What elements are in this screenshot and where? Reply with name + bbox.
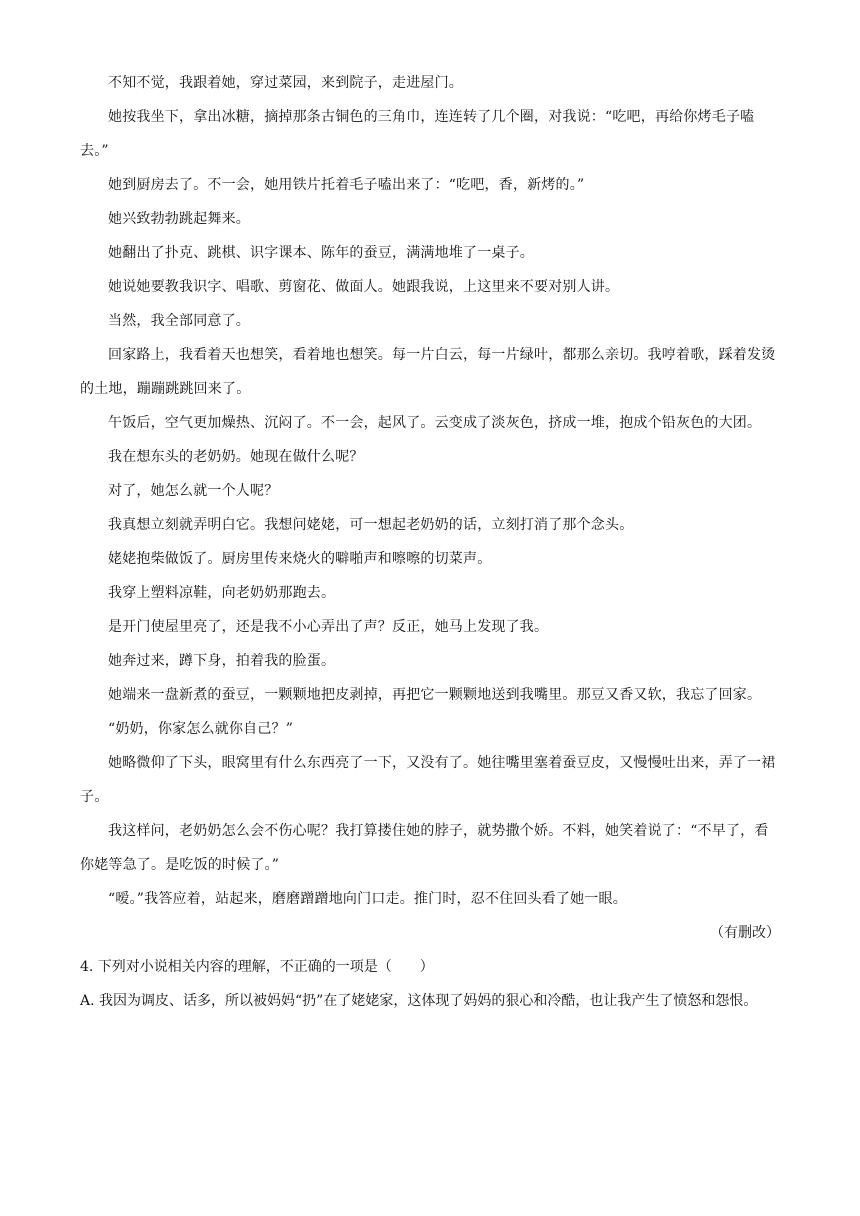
passage-paragraph-5: 她翻出了扑克、跳棋、识字课本、陈年的蚕豆，满满地堆了一桌子。 [108, 245, 534, 261]
passage-paragraph-10: 我在想东头的老奶奶。她现在做什么呢？ [108, 449, 364, 465]
passage-paragraph-19: 她略微仰了下头，眼窝里有什么东西亮了一下，又没有了。她往嘴里塞着蚕豆皮，又慢慢吐出来，弄了一裙子。 [80, 755, 776, 805]
passage-paragraph-8: 回家路上，我看着天也想笑，看着地也想笑。每一片白云，每一片绿叶，都那么亲切。我哼着歌，踩着发烫的土地，蹦蹦跳跳回来了。 [80, 347, 776, 397]
passage-paragraph-15: 是开门使屋里亮了，还是我不小心弄出了声？反正，她马上发现了我。 [108, 619, 549, 635]
passage-paragraph-21: “嗳。”我答应着，站起来，磨磨蹭蹭地向门口走。推门时，忍不住回头看了她一眼。 [108, 891, 627, 907]
passage-paragraph-3: 她到厨房去了。不一会，她用铁片托着毛子嗑出来了：“吃吧，香，新烤的。” [108, 177, 585, 193]
document-content [80, 66, 780, 1018]
passage-paragraph-13: 姥姥抱柴做饭了。厨房里传来烧火的噼啪声和嚓嚓的切菜声。 [108, 551, 492, 567]
question-stem: 4. 下列对小说相关内容的理解，不正确的一项是（ ） [80, 959, 434, 975]
passage-paragraph-18: “奶奶，你家怎么就你自己？” [108, 721, 294, 737]
source-note: （有删改） [710, 925, 780, 941]
question-option-a: A. 我因为调皮、话多，所以被妈妈“扔”在了姥姥家，这体现了妈妈的狠心和冷酷，也让我产生了愤怒和怨恨。 [80, 993, 758, 1009]
passage-paragraph-7: 当然，我全部同意了。 [108, 313, 250, 329]
passage-paragraph-17: 她端来一盘新煮的蚕豆，一颗颗地把皮剥掉，再把它一颗颗地送到我嘴里。那豆又香又软，我忘了回家。 [108, 687, 762, 703]
passage-paragraph-4: 她兴致勃勃跳起舞来。 [108, 211, 250, 227]
passage-paragraph-11: 对了，她怎么就一个人呢？ [108, 483, 279, 499]
passage-paragraph-9: 午饭后，空气更加燥热、沉闷了。不一会，起风了。云变成了淡灰色，挤成一堆，抱成个铅灰色的大团。 [108, 415, 762, 431]
passage-paragraph-1: 不知不觉，我跟着她，穿过菜园，来到院子，走进屋门。 [108, 75, 463, 91]
passage-paragraph-20: 我这样问，老奶奶怎么会不伤心呢？我打算搂住她的脖子，就势撒个娇。不料，她笑着说了：“不早了，看你姥等急了。是吃饭的时候了。” [80, 823, 769, 873]
passage-paragraph-14: 我穿上塑料凉鞋，向老奶奶那跑去。 [108, 585, 336, 601]
passage-paragraph-16: 她奔过来，蹲下身，拍着我的脸蛋。 [108, 653, 336, 669]
passage-paragraph-6: 她说她要教我识字、唱歌、剪窗花、做面人。她跟我说，上这里来不要对别人讲。 [108, 279, 620, 295]
passage-paragraph-12: 我真想立刻就弄明白它。我想问姥姥，可一想起老奶奶的话，立刻打消了那个念头。 [108, 517, 634, 533]
passage-paragraph-2: 她按我坐下，拿出冰糖，摘掉那条古铜色的三角巾，连连转了几个圈，对我说：“吃吧，再给你烤毛子嗑去。” [80, 109, 755, 159]
